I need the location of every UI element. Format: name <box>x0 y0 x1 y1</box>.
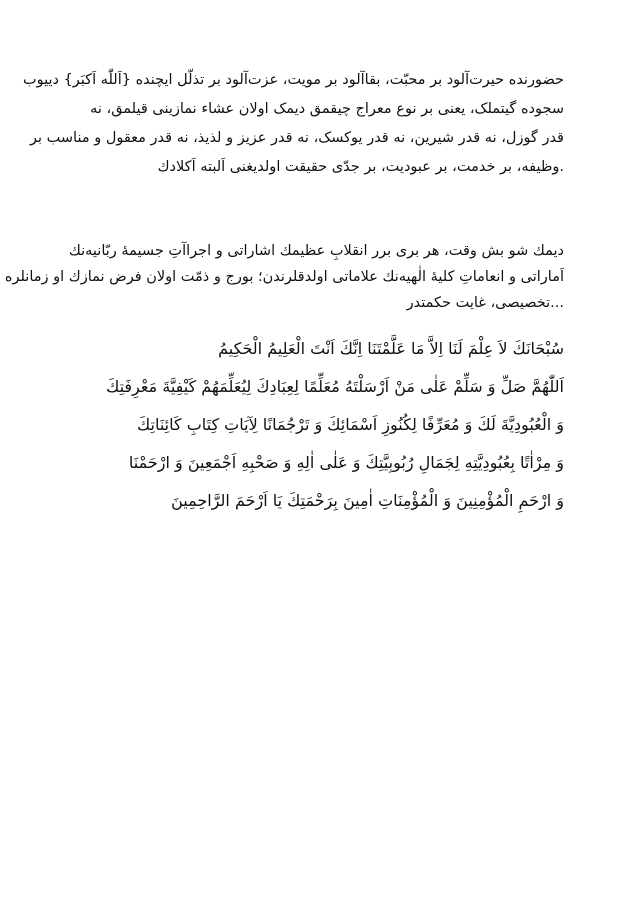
prayer-line: وَ مِرْاٰتًا بِعُبُودِيَّتِهِ لِجَمَالِ رُبُوبِيَّتِكَ وَ عَلٰى اٰلِهِ وَ صَحْبِهِ اَجْمَعِينَ وَ ارْحَمْنَا <box>128 453 564 472</box>
text-line: .وظیفه، بر خدمت، بر عبودیت، بر جدّی حقیقت اولدیغنی اَلبته اَکلادك <box>157 159 564 175</box>
text-line: دیمك شو بش وقت، هر بری برر انقلابِ عظیمك اشاراتی و اجراآتِ جسیمهٔ ربّانیه‌نك <box>68 243 564 259</box>
text-line: سجوده گیتملک، یعنی بر نوع معراج چیقمق دیمک اولان عشاء نمازینی قیلمق، نه <box>90 101 564 117</box>
paragraph-1 <box>22 66 564 182</box>
prayer-line: سُبْحَانَكَ لاَ عِلْمَ لَنَا اِلاَّ مَا عَلَّمْتَنَا اِنَّكَ اَنْتَ الْعَلِيمُ الْحَكِيمُ <box>218 339 564 358</box>
text-line: اَماراتی و انعاماتِ کلیهٔ الٰهیه‌نك علاماتی اولدقلرندن؛ بورج و ذمّت اولان فرض نمازك او زمانلره <box>4 269 564 285</box>
paragraph-2 <box>4 238 564 316</box>
text-line: قدر گوزل، نه قدر شیرین، نه قدر یوکسک، نه قدر عزیز و لذیذ، نه قدر معقول و مناسب بر <box>30 130 564 146</box>
text-line: ...تخصیصی، غایت حکمتدر <box>406 295 564 311</box>
prayer-block <box>86 330 564 520</box>
text-line: حضورنده حیرت‌آلود بر محبّت، بقاآلود بر مویت، عزت‌آلود بر تذلّل ایچنده {اَللّٰه اَکبَر} دییوب <box>22 72 564 88</box>
prayer-line: وَ الْعُبُودِيَّةَ لَكَ وَ مُعَرِّفًا لِكُنُوزِ اَسْمَائِكَ وَ تَرْجُمَانًا لِآيَاتِ كِتَابِ كَائِنَاتِكَ <box>137 415 564 434</box>
prayer-line: وَ ارْحَمِ الْمُؤْمِنِينَ وَ الْمُؤْمِنَاتِ اٰمِينَ بِرَحْمَتِكَ يَا اَرْحَمَ الرَّاحِمِينَ <box>171 491 564 510</box>
prayer-line: اَللّٰهُمَّ صَلِّ وَ سَلِّمْ عَلٰى مَنْ اَرْسَلْتَهُ مُعَلِّمًا لِعِبَادِكَ لِيُعَلِّمَهُمْ كَيْفِيَّةَ مَعْرِفَتِكَ <box>106 377 564 396</box>
